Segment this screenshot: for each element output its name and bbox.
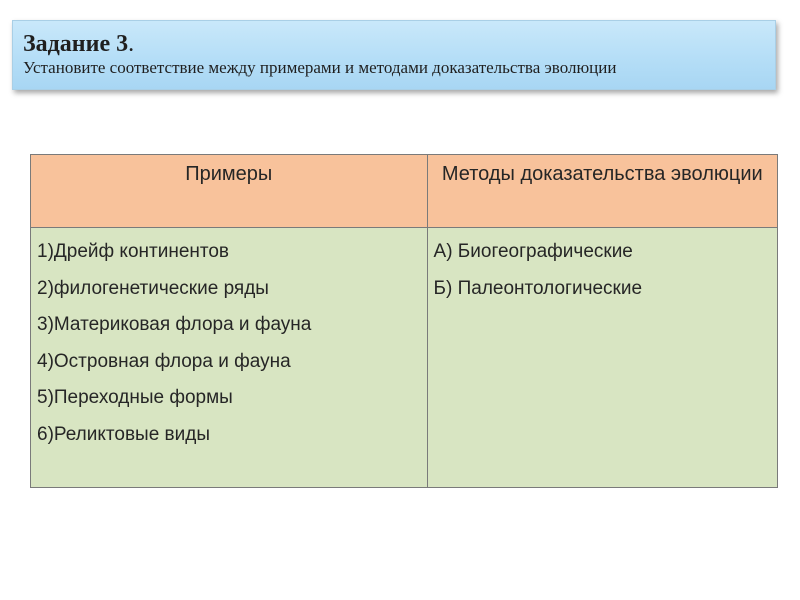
list-item: 5)Переходные формы <box>37 387 233 408</box>
task-title <box>23 30 765 58</box>
task-instruction: Установите соответствие между примерами и методами доказательства эволюции <box>23 58 617 77</box>
list-item: 2)филогенетические ряды <box>37 277 269 299</box>
matching-table <box>30 154 778 488</box>
task-title-text: Задание 3 <box>23 31 129 57</box>
table-header-row <box>31 155 778 228</box>
task-title-suffix: . <box>128 31 135 57</box>
methods-list <box>434 234 773 307</box>
examples-cell <box>31 228 428 488</box>
list-item: 6)Реликтовые виды <box>37 423 210 445</box>
header-methods: Методы доказательства эволюции <box>427 155 777 228</box>
list-item: 1)Дрейф континентов <box>37 241 230 262</box>
list-item: Б) Палеонтологические <box>433 277 643 299</box>
header-examples: Примеры <box>31 155 428 228</box>
table-body-row <box>31 228 778 488</box>
examples-list <box>37 234 423 453</box>
task-box <box>12 20 776 90</box>
list-item: 4)Островная флора и фауна <box>37 350 291 372</box>
list-item: А) Биогеографические <box>433 241 633 262</box>
methods-cell <box>427 228 777 488</box>
list-item: 3)Материковая флора и фауна <box>37 314 312 335</box>
